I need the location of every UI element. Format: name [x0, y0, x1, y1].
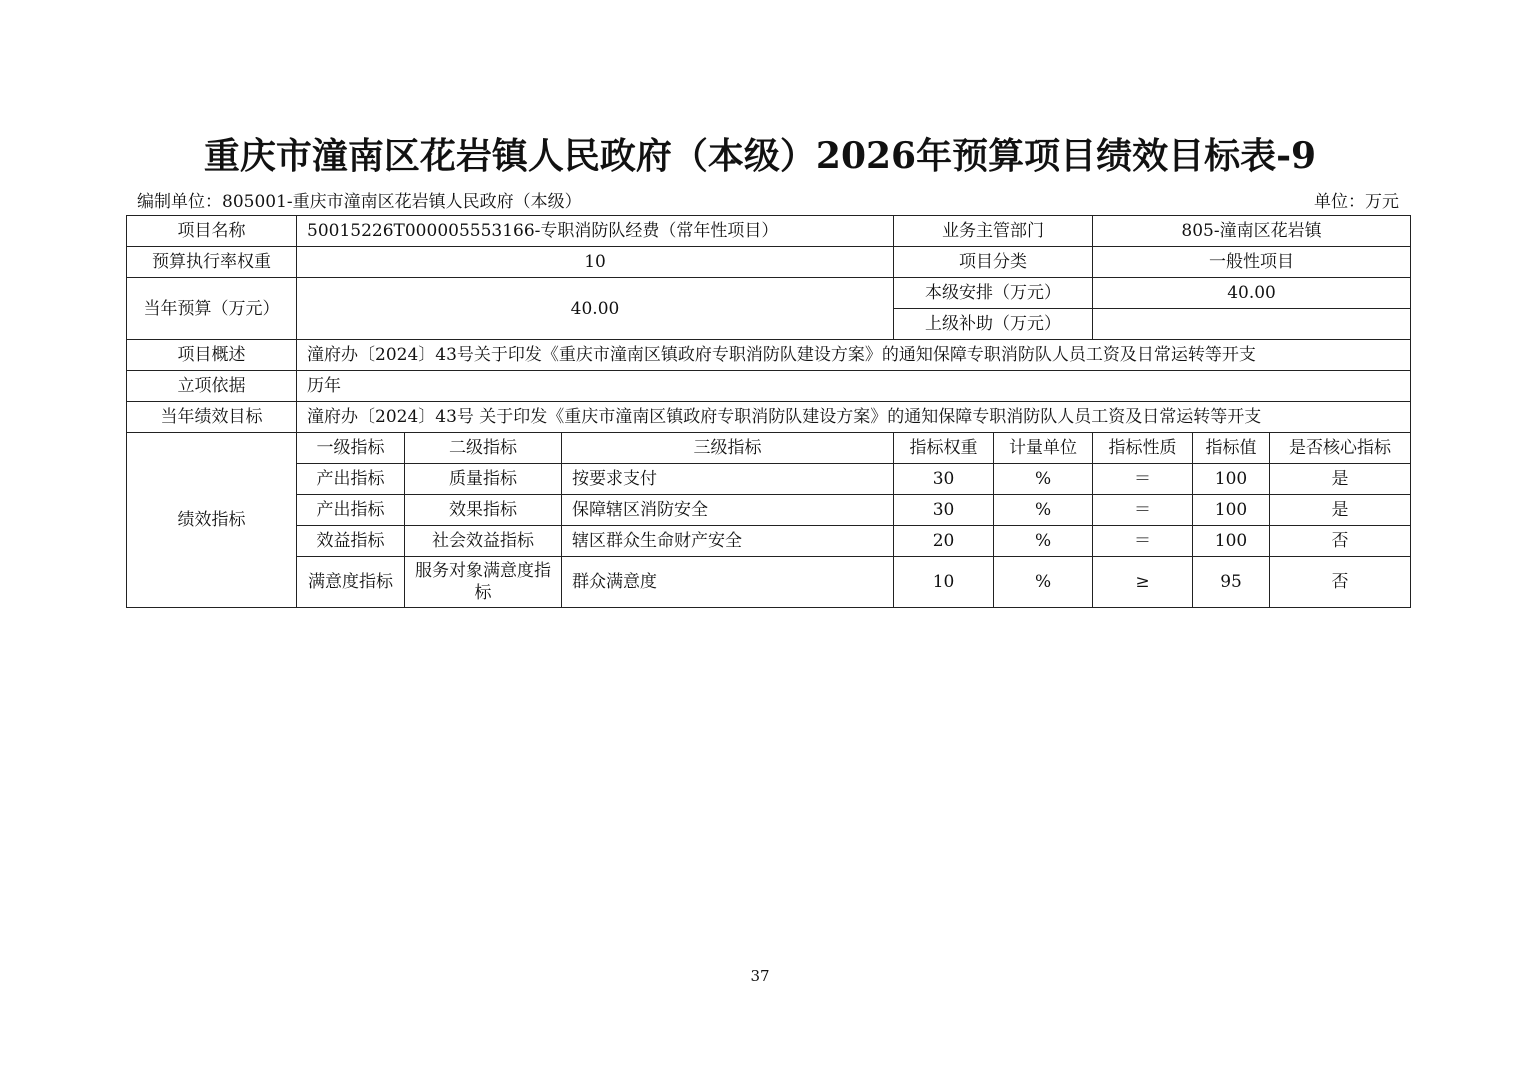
indicator-value: 95: [1193, 557, 1270, 608]
indicator-nature: ＝: [1093, 464, 1193, 495]
header-level2: 二级指标: [405, 433, 562, 464]
indicator-row: [127, 464, 1411, 495]
header-level3: 三级指标: [562, 433, 894, 464]
indicator-core: 是: [1270, 464, 1411, 495]
currency-unit: 单位：万元: [1314, 192, 1399, 212]
indicator-row: [127, 557, 1411, 608]
indicator-level2: 社会效益指标: [405, 526, 562, 557]
goal-value: 潼府办〔2024〕43号 关于印发《重庆市潼南区镇政府专职消防队建设方案》的通知保障专职消防队人员工资及日常运转等开支: [297, 402, 1411, 433]
budget-label: 当年预算（万元）: [127, 278, 297, 340]
upper-value: [1093, 309, 1411, 340]
weight-value: 10: [297, 247, 894, 278]
indicator-level1: 产出指标: [297, 495, 405, 526]
overview-label: 项目概述: [127, 340, 297, 371]
basis-label: 立项依据: [127, 371, 297, 402]
header-value: 指标值: [1193, 433, 1270, 464]
goal-label: 当年绩效目标: [127, 402, 297, 433]
indicator-value: 100: [1193, 464, 1270, 495]
overview-value: 潼府办〔2024〕43号关于印发《重庆市潼南区镇政府专职消防队建设方案》的通知保障专职消防队人员工资及日常运转等开支: [297, 340, 1411, 371]
indicators-section-label: 绩效指标: [127, 433, 297, 608]
indicator-weight: 30: [894, 495, 994, 526]
table-row: [127, 340, 1411, 371]
table-row: [127, 216, 1411, 247]
indicator-level3: 保障辖区消防安全: [562, 495, 894, 526]
header-weight: 指标权重: [894, 433, 994, 464]
indicator-level1: 满意度指标: [297, 557, 405, 608]
table-row: [127, 402, 1411, 433]
project-name-value: 50015226T000005553166-专职消防队经费（常年性项目）: [297, 216, 894, 247]
basis-value: 历年: [297, 371, 1411, 402]
project-name-label: 项目名称: [127, 216, 297, 247]
category-value: 一般性项目: [1093, 247, 1411, 278]
performance-table: [126, 215, 1411, 608]
indicator-level1: 产出指标: [297, 464, 405, 495]
weight-label: 预算执行率权重: [127, 247, 297, 278]
page-number: 37: [750, 967, 770, 985]
indicator-nature: ≥: [1093, 557, 1193, 608]
indicator-header-row: [127, 433, 1411, 464]
indicator-level3: 辖区群众生命财产安全: [562, 526, 894, 557]
indicator-weight: 20: [894, 526, 994, 557]
indicator-core: 是: [1270, 495, 1411, 526]
header-unit: 计量单位: [994, 433, 1093, 464]
indicator-value: 100: [1193, 526, 1270, 557]
indicator-level1: 效益指标: [297, 526, 405, 557]
table-row: [127, 247, 1411, 278]
table-row: [127, 278, 1411, 309]
indicator-unit: %: [994, 526, 1093, 557]
indicator-core: 否: [1270, 526, 1411, 557]
local-value: 40.00: [1093, 278, 1411, 309]
indicator-level2: 效果指标: [405, 495, 562, 526]
indicator-value: 100: [1193, 495, 1270, 526]
indicator-unit: %: [994, 464, 1093, 495]
indicator-weight: 10: [894, 557, 994, 608]
indicator-row: [127, 526, 1411, 557]
table-row: [127, 371, 1411, 402]
dept-value: 805-潼南区花岩镇: [1093, 216, 1411, 247]
indicator-nature: ＝: [1093, 495, 1193, 526]
indicator-level2: 服务对象满意度指标: [405, 557, 562, 608]
indicator-level3: 群众满意度: [562, 557, 894, 608]
category-label: 项目分类: [894, 247, 1093, 278]
upper-label: 上级补助（万元）: [894, 309, 1093, 340]
indicator-level3: 按要求支付: [562, 464, 894, 495]
indicator-nature: ＝: [1093, 526, 1193, 557]
indicator-core: 否: [1270, 557, 1411, 608]
header-core: 是否核心指标: [1270, 433, 1411, 464]
indicator-row: [127, 495, 1411, 526]
indicator-weight: 30: [894, 464, 994, 495]
indicator-level2: 质量指标: [405, 464, 562, 495]
header-level1: 一级指标: [297, 433, 405, 464]
indicator-unit: %: [994, 557, 1093, 608]
dept-label: 业务主管部门: [894, 216, 1093, 247]
indicator-unit: %: [994, 495, 1093, 526]
compiling-unit: 编制单位：805001-重庆市潼南区花岩镇人民政府（本级）: [137, 192, 582, 212]
budget-value: 40.00: [297, 278, 894, 340]
page-title: 重庆市潼南区花岩镇人民政府（本级）2026年预算项目绩效目标表-9: [203, 135, 1317, 177]
local-label: 本级安排（万元）: [894, 278, 1093, 309]
header-nature: 指标性质: [1093, 433, 1193, 464]
